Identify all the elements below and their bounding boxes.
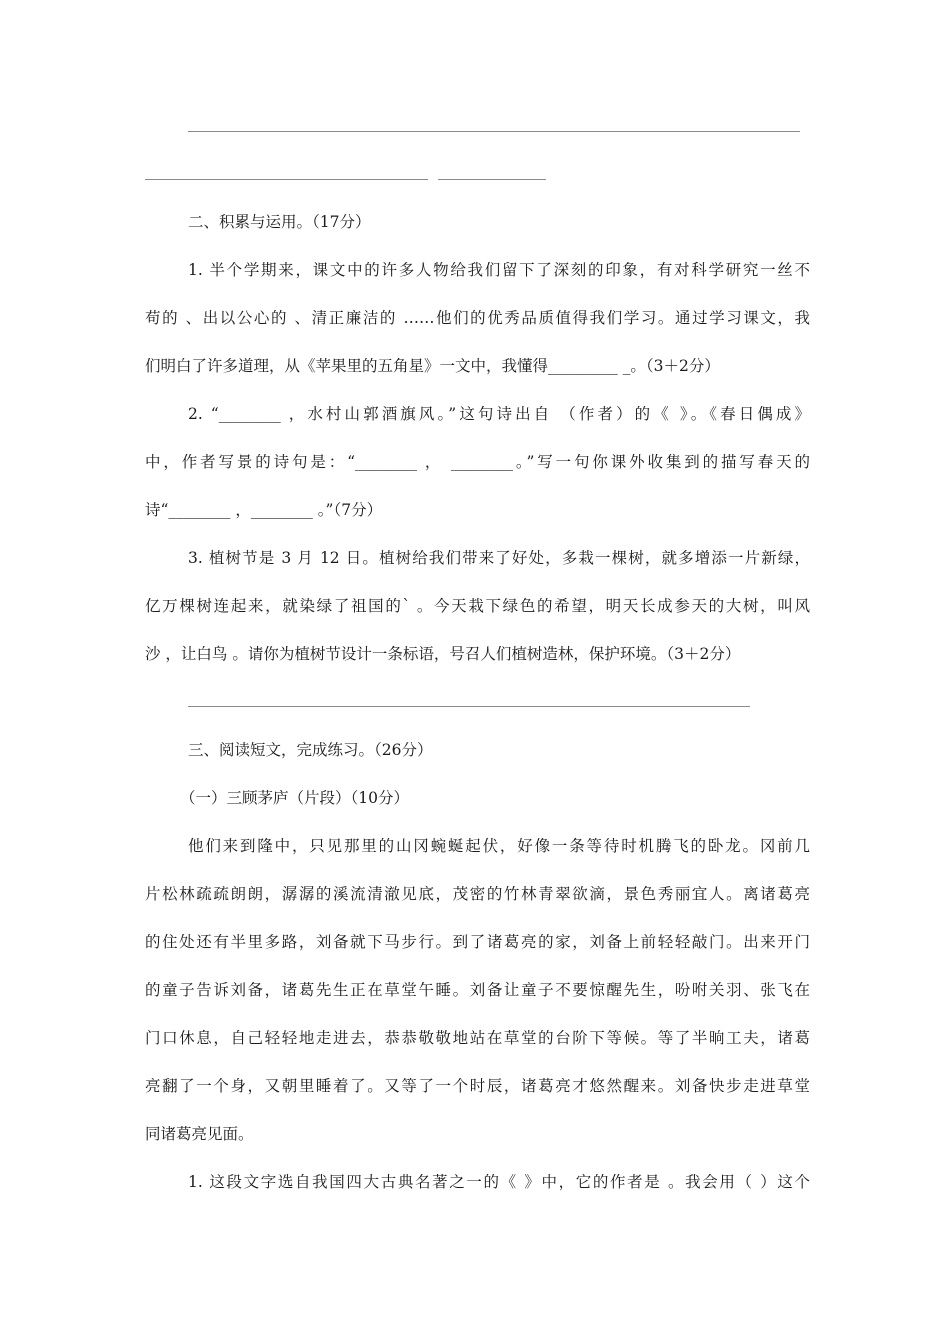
section3-heading: 三、阅读短文，完成练习。（26分） (188, 741, 433, 759)
answer-line-1 (188, 131, 800, 132)
q1-line-1: 1. 半个学期来，课文中的许多人物给我们留下了深刻的印象，有对科学研究一丝不 (188, 261, 810, 279)
q2-line-1: 2. “________ ，水村山郭酒旗风。”这句诗出自 （作者）的《 》。《春日偶成》 (188, 405, 810, 423)
q3-line-3: 沙 ，让白鸟 。请你为植树节设计一条标语，号召人们植树造林，保护环境。（3＋2分） (145, 645, 741, 663)
q3-line-1: 3. 植树节是 3 月 12 日。植树给我们带来了好处，多栽一棵树，就多增添一片新绿， (188, 549, 810, 567)
passage-line-3: 的住处还有半里多路，刘备就下马步行。到了诸葛亮的家，刘备上前轻轻敲门。出来开门 (145, 933, 810, 951)
section3-sub-heading: （一）三顾茅庐（片段）（10分） (180, 789, 409, 807)
q1-line-2: 苟的 、出以公心的 、清正廉洁的 ……他们的优秀品质值得我们学习。通过学习课文，我 (145, 309, 810, 327)
reading-q1-line-1: 1. 这段文字选自我国四大古典名著之一的《 》中，它的作者是 。我会用（ ）这个 (188, 1173, 810, 1191)
answer-line-2b (438, 179, 546, 180)
passage-line-6: 亮翻了一个身，又朝里睡着了。又等了一个时辰，诸葛亮才悠然醒来。刘备快步走进草堂 (145, 1077, 810, 1095)
passage-line-5: 门口休息，自己轻轻地走进去，恭恭敬敬地站在草堂的台阶下等候。等了半晌工夫，诸葛 (145, 1029, 810, 1047)
q1-line-3: 们明白了许多道理，从《苹果里的五角星》一文中，我懂得_________ _。（3＋2分） (145, 357, 720, 375)
answer-line-2a (145, 179, 428, 180)
passage-line-2: 片松林疏疏朗朗，潺潺的溪流清澈见底，茂密的竹林青翠欲滴，景色秀丽宜人。离诸葛亮 (145, 885, 810, 903)
passage-line-1: 他们来到隆中，只见那里的山冈蜿蜒起伏，好像一条等待时机腾飞的卧龙。冈前几 (188, 837, 810, 855)
q3-line-2: 亿万棵树连起来，就染绿了祖国的` 。今天栽下绿色的希望，明天长成参天的大树，叫风 (145, 597, 810, 615)
q2-line-3: 诗“________ ，________ 。”（7分） (145, 501, 383, 519)
slogan-answer-line (188, 706, 750, 707)
passage-line-7: 同诸葛亮见面。 (145, 1125, 254, 1143)
q2-line-2: 中，作者写景的诗句是：“________ ， ________。”写一句你课外收集到的描写春天的 (145, 453, 810, 471)
passage-line-4: 的童子告诉刘备，诸葛先生正在草堂午睡。刘备让童子不要惊醒先生，吩咐关羽、张飞在 (145, 981, 810, 999)
section2-heading: 二、积累与运用。（17分） (188, 213, 371, 231)
